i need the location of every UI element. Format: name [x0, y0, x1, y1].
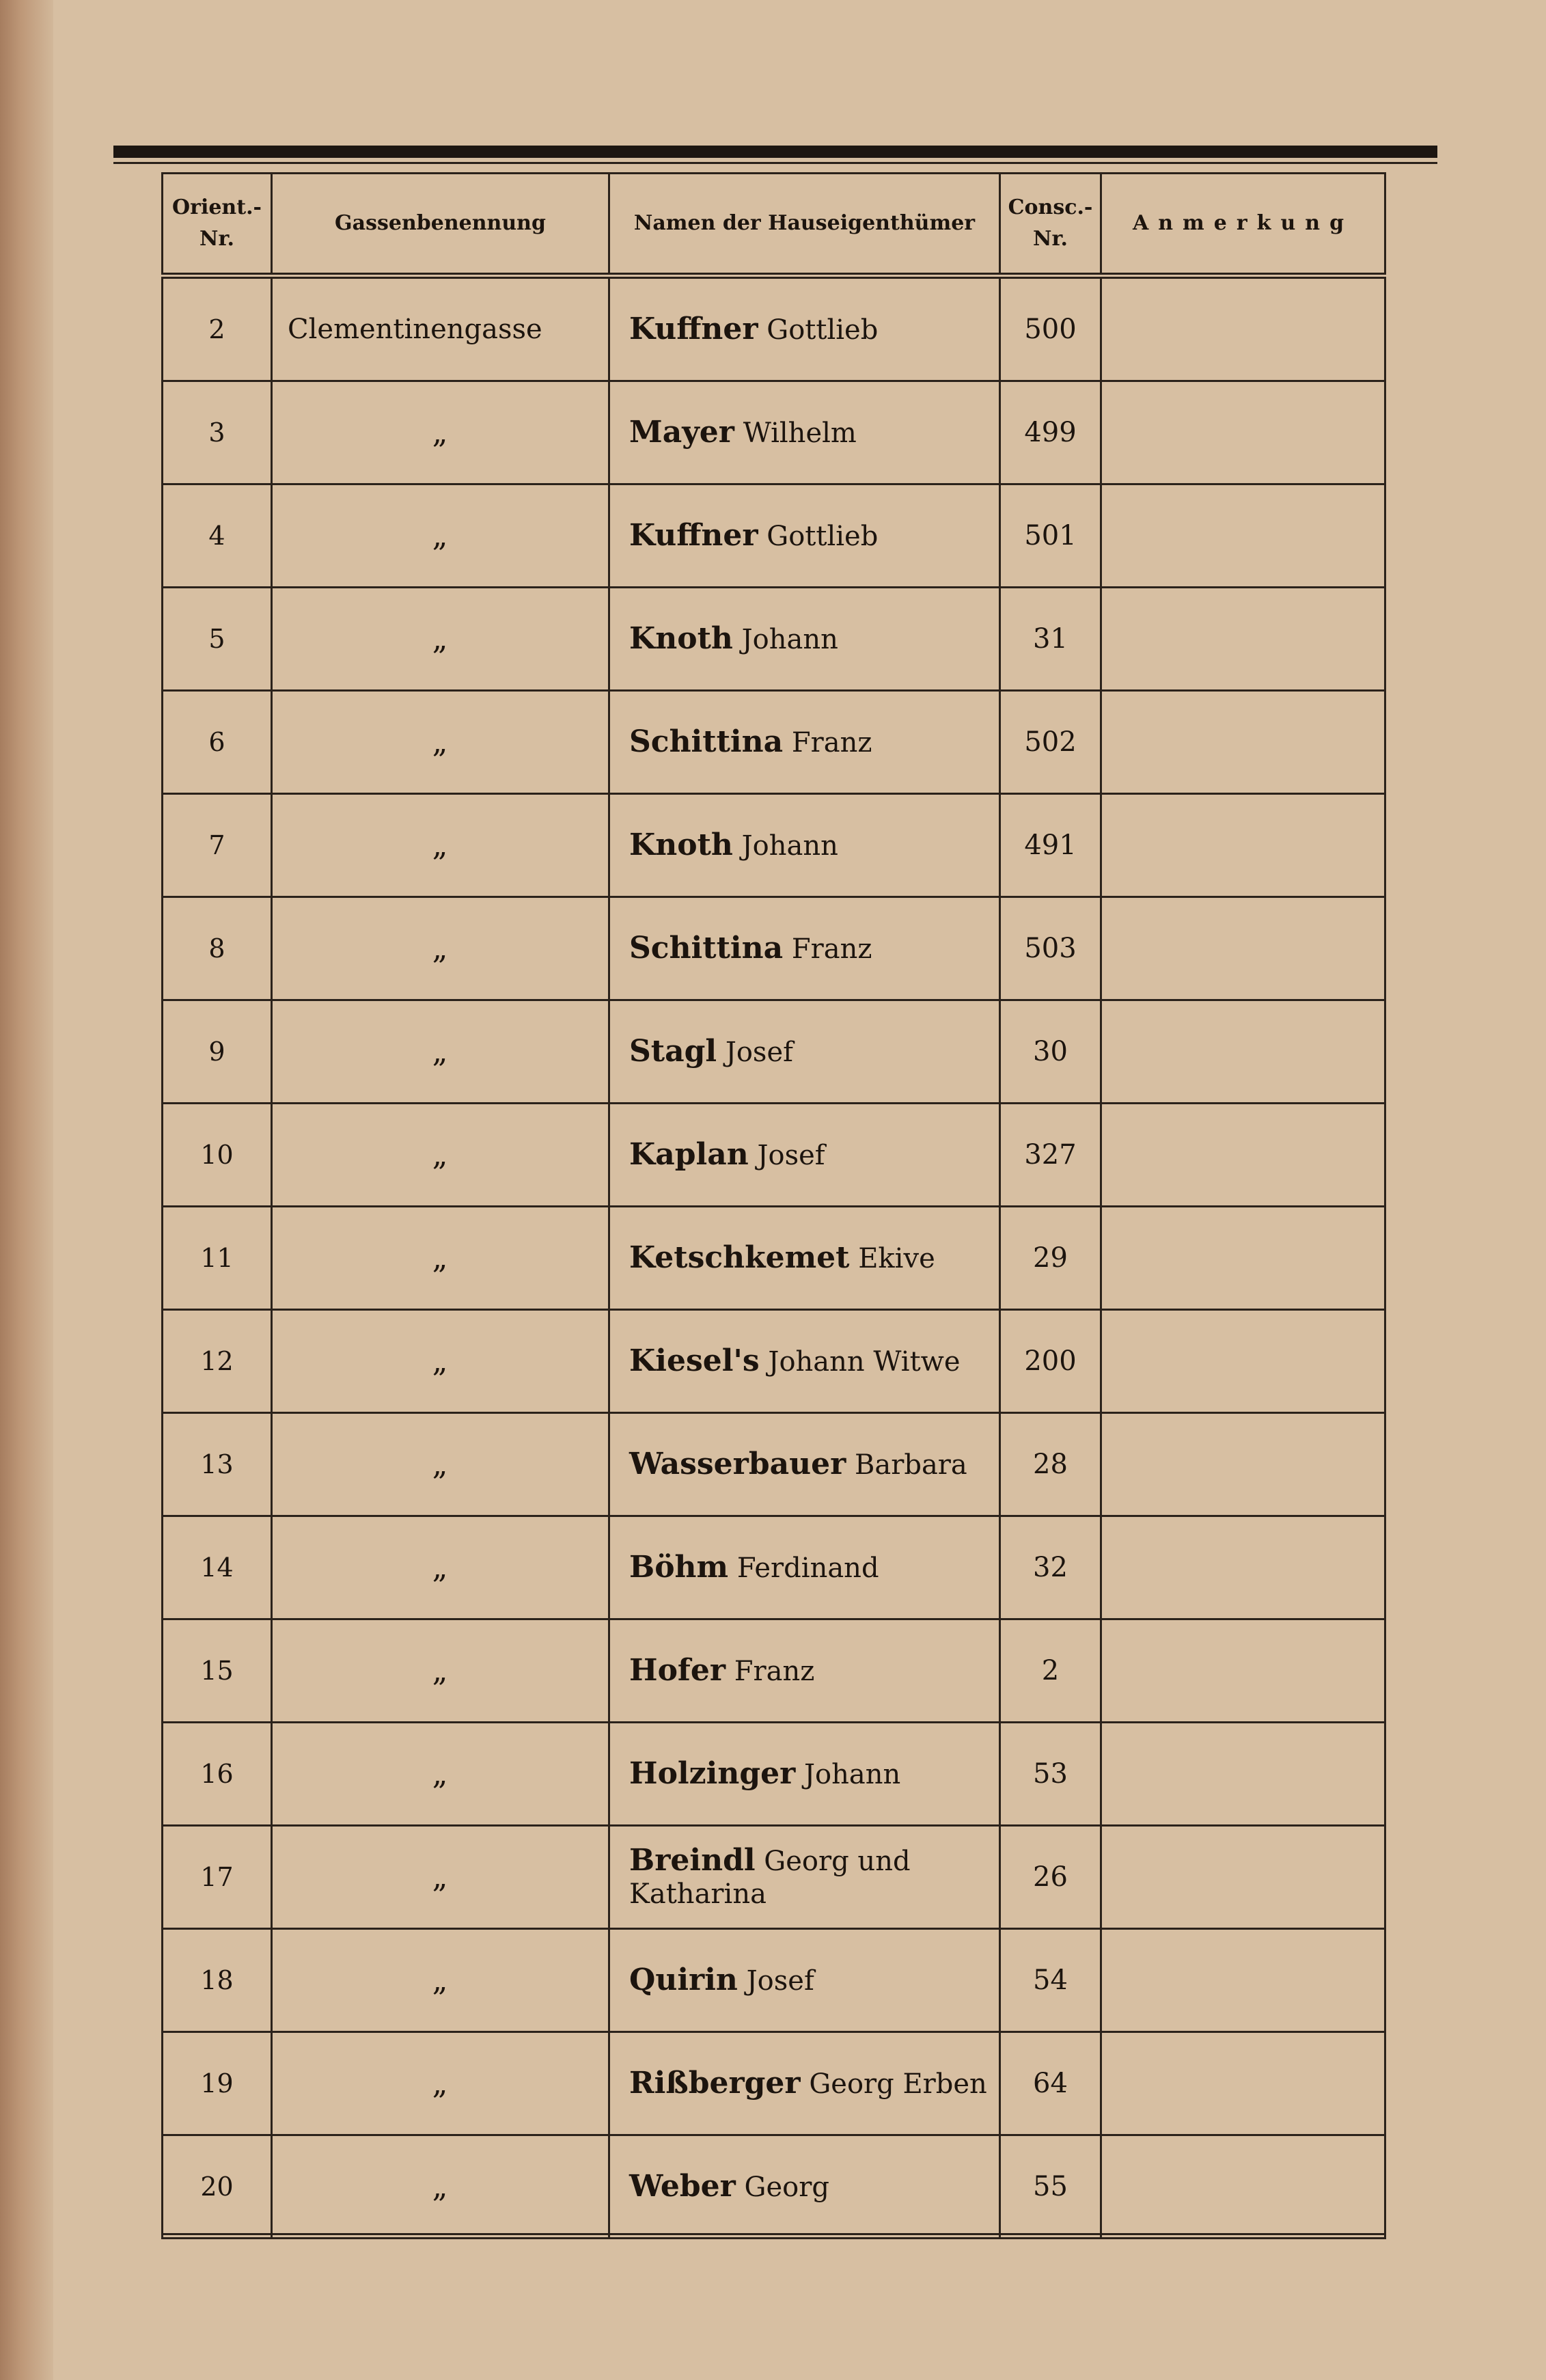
header-street: Gassenbenennung	[272, 174, 609, 276]
street-name: „	[272, 1929, 609, 2032]
table-row	[163, 1413, 1385, 1516]
owner-surname: Hofer	[629, 1652, 726, 1688]
owner-name	[609, 691, 1000, 794]
orient-number: 14	[163, 1516, 272, 1619]
remark-cell	[1101, 1000, 1385, 1104]
header-note: Anmerkung	[1101, 174, 1385, 276]
remark-cell	[1101, 1723, 1385, 1826]
table-row	[163, 276, 1385, 381]
orient-number: 3	[163, 381, 272, 484]
orient-number: 9	[163, 1000, 272, 1104]
remark-cell	[1101, 1413, 1385, 1516]
owner-given-name: Franz	[734, 1655, 815, 1687]
house-register-table	[161, 172, 1386, 2239]
conscription-number: 491	[1000, 794, 1101, 897]
orient-number: 16	[163, 1723, 272, 1826]
table-row	[163, 588, 1385, 691]
owner-surname: Knoth	[629, 620, 733, 656]
owner-name	[609, 276, 1000, 381]
owner-surname: Stagl	[629, 1033, 717, 1069]
owner-surname: Wasserbauer	[629, 1446, 846, 1481]
owner-name	[609, 1619, 1000, 1723]
table-row	[163, 1619, 1385, 1723]
table-row	[163, 2032, 1385, 2135]
street-name: „	[272, 897, 609, 1000]
remark-cell	[1101, 1619, 1385, 1723]
owner-name	[609, 1929, 1000, 2032]
top-rule-thin	[113, 162, 1437, 164]
owner-name	[609, 2032, 1000, 2135]
remark-cell	[1101, 276, 1385, 381]
owner-given-name: Josef	[725, 1036, 793, 1068]
header-row	[163, 174, 1385, 276]
owner-given-name: Johann Witwe	[768, 1345, 961, 1378]
street-name: „	[272, 1723, 609, 1826]
owner-given-name: Gottlieb	[767, 520, 879, 552]
owner-name	[609, 1826, 1000, 1929]
owner-given-name: Georg Erben	[809, 2068, 987, 2100]
street-name: „	[272, 1104, 609, 1207]
table-row	[163, 1826, 1385, 1929]
orient-number: 7	[163, 794, 272, 897]
header-cons: Consc.-Nr.	[1000, 174, 1101, 276]
owner-name	[609, 2135, 1000, 2239]
owner-surname: Kiesel's	[629, 1343, 760, 1378]
conscription-number: 503	[1000, 897, 1101, 1000]
remark-cell	[1101, 1104, 1385, 1207]
page-edge	[0, 0, 53, 2380]
table-row	[163, 1723, 1385, 1826]
orient-number: 6	[163, 691, 272, 794]
owner-surname: Knoth	[629, 827, 733, 862]
conscription-number: 30	[1000, 1000, 1101, 1104]
remark-cell	[1101, 2032, 1385, 2135]
orient-number: 13	[163, 1413, 272, 1516]
table-row	[163, 897, 1385, 1000]
table-row	[163, 484, 1385, 588]
remark-cell	[1101, 691, 1385, 794]
conscription-number: 55	[1000, 2135, 1101, 2239]
conscription-number: 32	[1000, 1516, 1101, 1619]
owner-surname: Kaplan	[629, 1136, 749, 1172]
table-row	[163, 1929, 1385, 2032]
owner-given-name: Franz	[791, 933, 872, 965]
remark-cell	[1101, 1207, 1385, 1310]
table-row	[163, 794, 1385, 897]
owner-name	[609, 897, 1000, 1000]
street-name: „	[272, 1516, 609, 1619]
street-name: „	[272, 794, 609, 897]
bottom-rule	[161, 2233, 1384, 2235]
street-name: „	[272, 1207, 609, 1310]
owner-name	[609, 1104, 1000, 1207]
owner-given-name: Georg und Katharina	[629, 1845, 911, 1910]
owner-name	[609, 484, 1000, 588]
table-row	[163, 1000, 1385, 1104]
street-name: Clementinengasse	[272, 276, 609, 381]
street-name: „	[272, 691, 609, 794]
orient-number: 12	[163, 1310, 272, 1413]
remark-cell	[1101, 794, 1385, 897]
conscription-number: 500	[1000, 276, 1101, 381]
table-row	[163, 1310, 1385, 1413]
remark-cell	[1101, 484, 1385, 588]
register-body	[163, 276, 1385, 2239]
street-name: „	[272, 1000, 609, 1104]
owner-given-name: Johann	[741, 830, 838, 862]
conscription-number: 54	[1000, 1929, 1101, 2032]
conscription-number: 28	[1000, 1413, 1101, 1516]
header-owner: Namen der Hauseigenthümer	[609, 174, 1000, 276]
owner-given-name: Wilhelm	[743, 417, 857, 449]
conscription-number: 64	[1000, 2032, 1101, 2135]
remark-cell	[1101, 1516, 1385, 1619]
top-rule	[113, 146, 1437, 158]
conscription-number: 31	[1000, 588, 1101, 691]
owner-surname: Weber	[629, 2168, 736, 2204]
owner-given-name: Johann	[804, 1758, 901, 1790]
table-row	[163, 691, 1385, 794]
remark-cell	[1101, 1310, 1385, 1413]
orient-number: 20	[163, 2135, 272, 2239]
owner-given-name: Ekive	[858, 1242, 935, 1274]
table-row	[163, 1207, 1385, 1310]
orient-number: 5	[163, 588, 272, 691]
owner-given-name: Franz	[791, 726, 872, 758]
owner-surname: Ketschkemet	[629, 1240, 850, 1275]
owner-given-name: Ferdinand	[736, 1552, 879, 1584]
owner-surname: Kuffner	[629, 517, 758, 553]
orient-number: 2	[163, 276, 272, 381]
orient-number: 15	[163, 1619, 272, 1723]
owner-name	[609, 794, 1000, 897]
street-name: „	[272, 588, 609, 691]
conscription-number: 501	[1000, 484, 1101, 588]
remark-cell	[1101, 1826, 1385, 1929]
street-name: „	[272, 484, 609, 588]
owner-given-name: Josef	[746, 1965, 814, 1997]
street-name: „	[272, 2032, 609, 2135]
remark-cell	[1101, 2135, 1385, 2239]
conscription-number: 53	[1000, 1723, 1101, 1826]
street-name: „	[272, 381, 609, 484]
owner-given-name: Josef	[757, 1139, 825, 1171]
header-orient: Orient.-Nr.	[163, 174, 272, 276]
orient-number: 8	[163, 897, 272, 1000]
table-row	[163, 2135, 1385, 2239]
owner-name	[609, 381, 1000, 484]
orient-number: 10	[163, 1104, 272, 1207]
orient-number: 17	[163, 1826, 272, 1929]
owner-surname: Schittina	[629, 930, 784, 966]
owner-name	[609, 1516, 1000, 1619]
owner-surname: Mayer	[629, 414, 734, 450]
owner-surname: Böhm	[629, 1549, 729, 1585]
owner-given-name: Gottlieb	[767, 314, 879, 346]
table-row	[163, 1104, 1385, 1207]
owner-surname: Holzinger	[629, 1755, 796, 1791]
owner-given-name: Barbara	[854, 1449, 967, 1481]
conscription-number: 499	[1000, 381, 1101, 484]
remark-cell	[1101, 588, 1385, 691]
conscription-number: 2	[1000, 1619, 1101, 1723]
conscription-number: 29	[1000, 1207, 1101, 1310]
owner-name	[609, 588, 1000, 691]
owner-surname: Schittina	[629, 724, 784, 759]
orient-number: 18	[163, 1929, 272, 2032]
conscription-number: 26	[1000, 1826, 1101, 1929]
owner-surname: Quirin	[629, 1962, 738, 1997]
remark-cell	[1101, 381, 1385, 484]
street-name: „	[272, 1413, 609, 1516]
owner-given-name: Georg	[744, 2171, 829, 2203]
owner-given-name: Johann	[741, 623, 838, 655]
table-row	[163, 1516, 1385, 1619]
owner-surname: Rißberger	[629, 2065, 801, 2101]
orient-number: 19	[163, 2032, 272, 2135]
owner-name	[609, 1413, 1000, 1516]
street-name: „	[272, 1310, 609, 1413]
owner-name	[609, 1207, 1000, 1310]
conscription-number: 327	[1000, 1104, 1101, 1207]
orient-number: 11	[163, 1207, 272, 1310]
conscription-number: 502	[1000, 691, 1101, 794]
remark-cell	[1101, 1929, 1385, 2032]
owner-surname: Breindl	[629, 1842, 756, 1878]
owner-name	[609, 1310, 1000, 1413]
owner-surname: Kuffner	[629, 311, 758, 346]
street-name: „	[272, 2135, 609, 2239]
street-name: „	[272, 1619, 609, 1723]
street-name: „	[272, 1826, 609, 1929]
owner-name	[609, 1723, 1000, 1826]
conscription-number: 200	[1000, 1310, 1101, 1413]
table-row	[163, 381, 1385, 484]
remark-cell	[1101, 897, 1385, 1000]
owner-name	[609, 1000, 1000, 1104]
orient-number: 4	[163, 484, 272, 588]
